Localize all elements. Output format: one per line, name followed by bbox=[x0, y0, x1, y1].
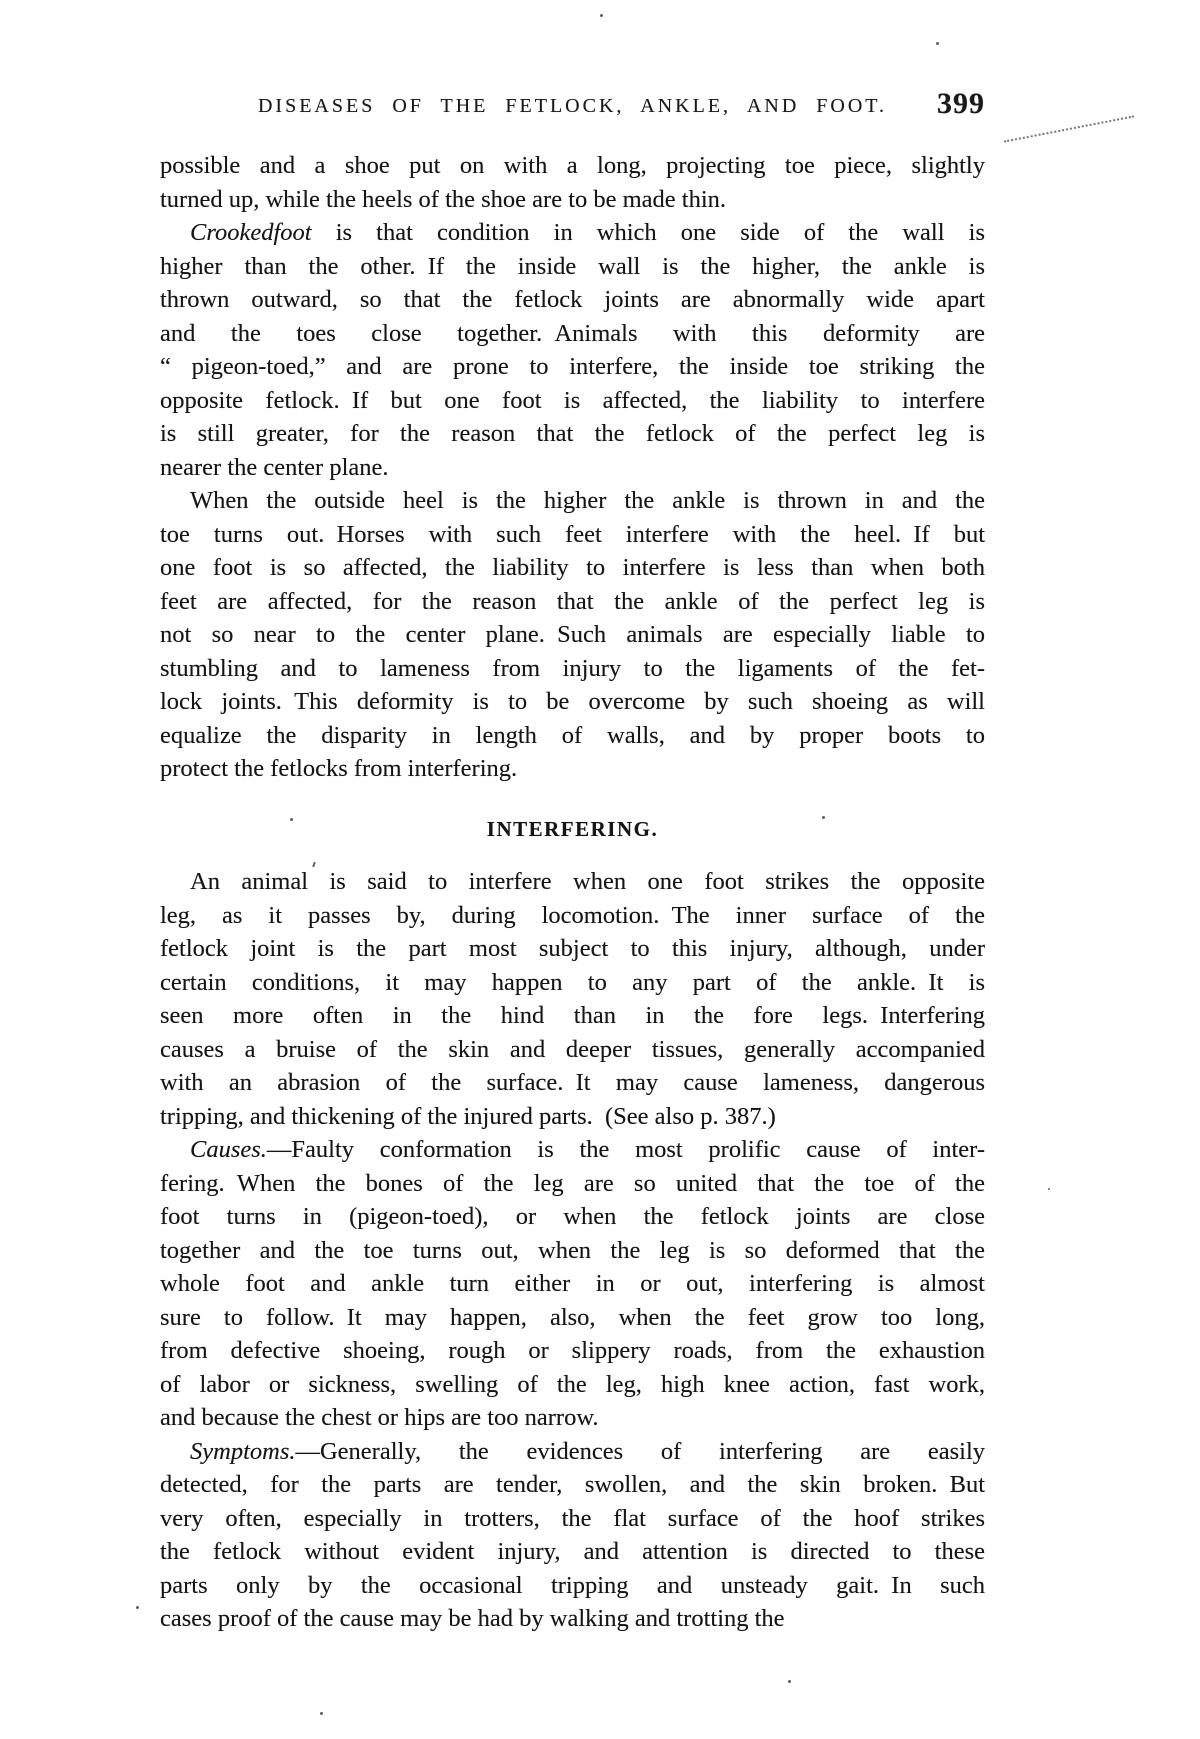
paragraph bbox=[160, 1133, 985, 1435]
text-line: cases proof of the cause may be had by walking and trotting the bbox=[160, 1605, 785, 1632]
text-line: When the outside heel is the higher the ankle is thrown in and the bbox=[190, 487, 985, 514]
text-line: stumbling and to lameness from injury to the ligaments of the fet- bbox=[160, 654, 985, 682]
text-line: sure to follow. It may happen, also, when the feet grow too long, bbox=[160, 1303, 985, 1331]
text-line: lock joints. This deformity is to be overcome by such shoeing as will bbox=[160, 688, 985, 715]
page-number: 399 bbox=[937, 87, 985, 120]
paragraph bbox=[160, 149, 985, 216]
text-line: An animal is said to interfere when one foot strikes the opposite bbox=[190, 868, 985, 895]
text-line: of labor or sickness, swelling of the leg, high knee action, fast work, bbox=[160, 1370, 985, 1398]
text-line: with an abrasion of the surface. It may cause lameness, dangerous bbox=[160, 1069, 985, 1096]
text-line: parts only by the occasional tripping and unsteady gait. In such bbox=[160, 1571, 985, 1599]
body-text bbox=[160, 149, 985, 1636]
text-line: “ pigeon-toed,” and are prone to interfere, the inside toe striking the bbox=[160, 353, 985, 380]
text-line: toe turns out. Horses with such feet interfere with the heel. If but bbox=[160, 520, 985, 548]
scan-speck bbox=[1048, 1188, 1050, 1190]
text-line: foot turns in (pigeon-toed), or when the fetlock joints are close bbox=[160, 1203, 985, 1230]
text-line: fering. When the bones of the leg are so united that the toe of the bbox=[160, 1169, 985, 1197]
section-heading: INTERFERING. bbox=[486, 816, 659, 841]
text-line: is still greater, for the reason that the fetlock of the perfect leg is bbox=[160, 420, 985, 447]
text-line: tripping, and thickening of the injured parts. (See also p. 387.) bbox=[160, 1102, 776, 1130]
text-line: possible and a shoe put on with a long, projecting toe piece, slightly bbox=[160, 152, 985, 179]
text-line: equalize the disparity in length of walls, and by proper boots to bbox=[160, 721, 985, 749]
scan-speck bbox=[320, 1712, 323, 1715]
scan-speck bbox=[290, 818, 293, 821]
text-line: very often, especially in trotters, the flat surface of the hoof strikes bbox=[160, 1504, 985, 1532]
text-line: certain conditions, it may happen to any part of the ankle. It is bbox=[160, 968, 985, 996]
scan-speck bbox=[600, 14, 603, 17]
text-line: and the toes close together. Animals with this deformity are bbox=[160, 319, 985, 347]
text-line: protect the fetlocks from interfering. bbox=[160, 755, 518, 782]
scan-scratch bbox=[1004, 115, 1134, 142]
scan-speck bbox=[822, 816, 825, 819]
text-line: together and the toe turns out, when the leg is so deformed that the bbox=[160, 1236, 985, 1264]
scan-speck bbox=[136, 1606, 139, 1609]
text-line: causes a bruise of the skin and deeper tissues, generally accompanied bbox=[160, 1035, 985, 1063]
paragraph bbox=[160, 865, 985, 1133]
text-line: seen more often in the hind than in the fore legs. Interfering bbox=[160, 1002, 985, 1029]
text-line: the fetlock without evident injury, and attention is directed to these bbox=[160, 1538, 985, 1565]
running-head-title: DISEASES OF THE FETLOCK, ANKLE, AND FOOT. bbox=[257, 95, 888, 117]
running-head bbox=[160, 87, 985, 120]
text-line: Crookedfoot is that condition in which one side of the wall is bbox=[190, 219, 985, 246]
text-line: and because the chest or hips are too narrow. bbox=[160, 1404, 599, 1431]
text-line: thrown outward, so that the fetlock joints are abnormally wide apart bbox=[160, 286, 985, 313]
text-line: feet are affected, for the reason that the ankle of the perfect leg is bbox=[160, 587, 985, 615]
text-line: detected, for the parts are tender, swollen, and the skin broken. But bbox=[160, 1471, 985, 1498]
text-line: Symptoms.—Generally, the evidences of interfering are easily bbox=[190, 1437, 985, 1465]
paragraph bbox=[160, 1435, 985, 1636]
text-line: fetlock joint is the part most subject to this injury, although, under bbox=[160, 935, 985, 962]
text-line: leg, as it passes by, during locomotion. The inner surface of the bbox=[160, 901, 985, 929]
scan-speck bbox=[788, 1680, 791, 1683]
paragraph bbox=[160, 484, 985, 786]
text-line: not so near to the center plane. Such animals are especially liable to bbox=[160, 621, 985, 648]
text-line: Causes.—Faulty conformation is the most prolific cause of inter- bbox=[190, 1136, 985, 1163]
scan-speck bbox=[936, 42, 939, 45]
text-line: opposite fetlock. If but one foot is affected, the liability to interfere bbox=[160, 386, 985, 414]
paragraph bbox=[160, 216, 985, 484]
text-column bbox=[160, 0, 985, 1636]
text-line: turned up, while the heels of the shoe are to be made thin. bbox=[160, 185, 727, 213]
text-line: higher than the other. If the inside wall is the higher, the ankle is bbox=[160, 252, 985, 280]
text-line: whole foot and ankle turn either in or out, interfering is almost bbox=[160, 1270, 985, 1297]
text-line: nearer the center plane. bbox=[160, 453, 389, 481]
text-line: one foot is so affected, the liability to interfere is less than when both bbox=[160, 554, 985, 581]
text-line: from defective shoeing, rough or slippery roads, from the exhaustion bbox=[160, 1337, 985, 1364]
